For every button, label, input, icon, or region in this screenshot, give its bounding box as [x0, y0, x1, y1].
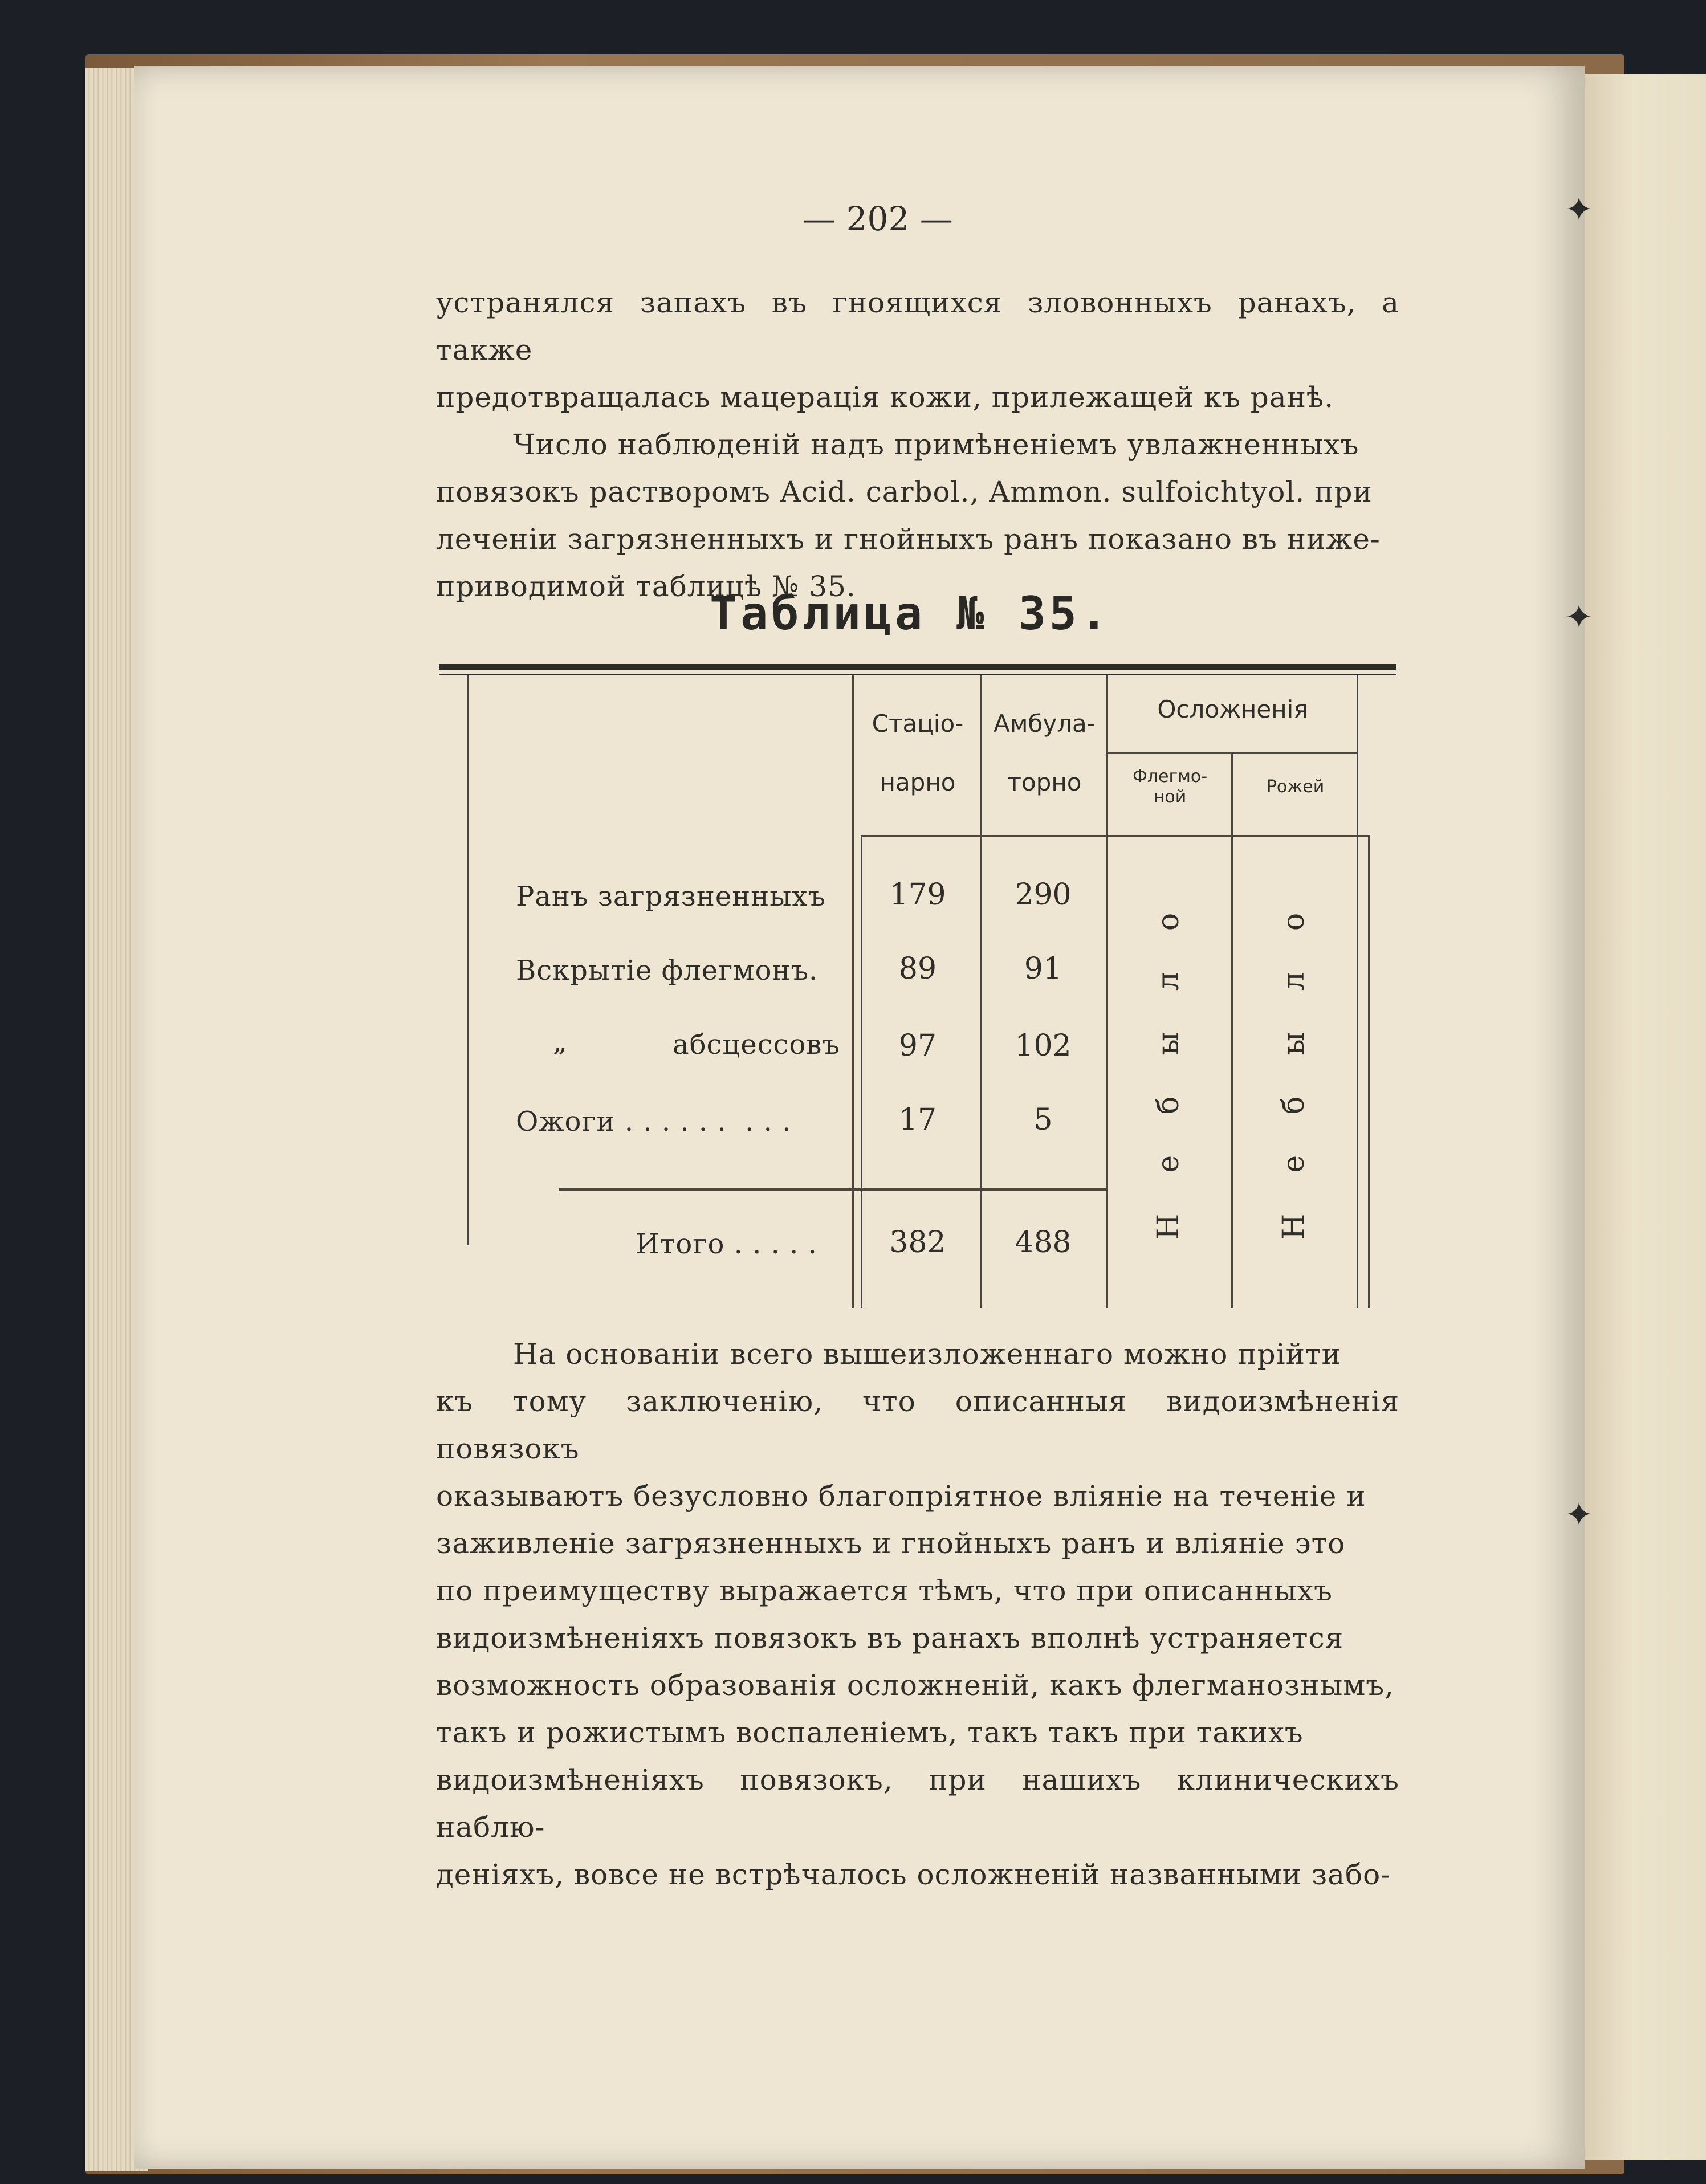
cell-stationary: 89 — [898, 952, 937, 986]
binding-stitch-icon: ✦ — [1565, 597, 1594, 637]
cell-ambulatory: 102 — [1015, 1029, 1072, 1063]
ditto-mark: „ — [553, 1026, 568, 1058]
data-table — [439, 664, 1396, 1308]
row-label: Ожоги . . . . . . . . . — [516, 1106, 792, 1138]
header-phlegmon: ной — [1153, 787, 1187, 807]
header-divider — [1106, 752, 1357, 754]
vertical-note-erysipelas: Небыло — [1277, 871, 1311, 1240]
text-line: устранялся запахъ въ гноящихся зловонныхъ ранахъ, а также — [436, 286, 1399, 366]
column-divider — [1357, 675, 1358, 1308]
binding-stitch-icon: ✦ — [1565, 1495, 1594, 1535]
header-ambulatory: Амбула- — [994, 710, 1096, 737]
paragraph-conclusion — [436, 1331, 1399, 1898]
cell-stationary: 179 — [889, 878, 946, 912]
table-top-rule — [439, 664, 1396, 670]
text-line: возможность образованія осложненій, какъ флегманознымъ, — [436, 1669, 1394, 1702]
header-complications: Осложненія — [1157, 695, 1308, 723]
header-divider — [861, 835, 1368, 837]
text-line: заживленіе загрязненныхъ и гнойныхъ ранъ и вліяніе это — [436, 1527, 1346, 1560]
text-line: предотвращалась мацерація кожи, прилежащей къ ранѣ. — [436, 381, 1334, 414]
row-label: Ранъ загрязненныхъ — [516, 881, 826, 912]
column-divider — [1368, 835, 1370, 1308]
cell-ambulatory: 5 — [1033, 1103, 1053, 1137]
paragraph-continuation — [436, 279, 1399, 610]
text-line: повязокъ растворомъ Acid. carbol., Ammon. sulfoichtyol. при — [436, 475, 1373, 508]
total-label: Итого . . . . . — [636, 1228, 817, 1260]
text-line: деніяхъ, вовсе не встрѣчалось осложненій названными забо- — [436, 1858, 1391, 1891]
text-line: по преимуществу выражается тѣмъ, что при описанныхъ — [436, 1574, 1333, 1607]
header-phlegmon: Флегмо- — [1132, 767, 1208, 787]
table-title: Таблица № 35. — [710, 587, 1111, 640]
cell-stationary: 17 — [898, 1103, 937, 1137]
column-divider — [852, 675, 854, 1308]
cell-ambulatory: 290 — [1015, 878, 1072, 912]
page-number: — 202 — — [803, 199, 953, 238]
text-line: Число наблюденій надъ примѣненіемъ увлажненныхъ — [513, 428, 1359, 461]
cell-stationary: 97 — [898, 1029, 937, 1063]
total-rule — [559, 1188, 1106, 1191]
binding-stitch-icon: ✦ — [1565, 190, 1594, 230]
vertical-note-phlegmon: Небыло — [1151, 871, 1186, 1240]
header-erysipelas: Рожей — [1266, 777, 1325, 797]
text-line: приводимой таблицѣ № 35. — [436, 570, 856, 603]
row-label: абсцессовъ — [673, 1029, 840, 1061]
column-divider — [1106, 675, 1108, 1308]
column-divider — [980, 675, 982, 1308]
text-line: къ тому заключенію, что описанныя видоизмѣненія повязокъ — [436, 1385, 1399, 1465]
header-stationary: Стаціо- — [872, 710, 964, 737]
text-line: На основаніи всего вышеизложеннаго можно прійти — [513, 1338, 1341, 1371]
column-divider — [467, 675, 469, 1245]
text-line: оказываютъ безусловно благопріятное вліяніе на теченіе и — [436, 1480, 1366, 1513]
text-line: такъ и рожистымъ воспаленіемъ, такъ такъ при такихъ — [436, 1716, 1304, 1749]
header-stationary: нарно — [880, 768, 956, 796]
facing-page — [1585, 74, 1706, 2160]
row-label: Вскрытіе флегмонъ. — [516, 955, 819, 987]
total-ambulatory: 488 — [1015, 1225, 1072, 1260]
total-stationary: 382 — [889, 1225, 946, 1260]
text-line: леченіи загрязненныхъ и гнойныхъ ранъ показано въ ниже- — [436, 523, 1381, 556]
text-line: видоизмѣненіяхъ повязокъ въ ранахъ вполнѣ устраняется — [436, 1621, 1344, 1655]
table-top-rule-thin — [439, 674, 1396, 675]
text-line: видоизмѣненіяхъ повязокъ, при нашихъ клиническихъ наблю- — [436, 1763, 1399, 1844]
header-ambulatory: торно — [1007, 768, 1082, 796]
cell-ambulatory: 91 — [1024, 952, 1062, 986]
